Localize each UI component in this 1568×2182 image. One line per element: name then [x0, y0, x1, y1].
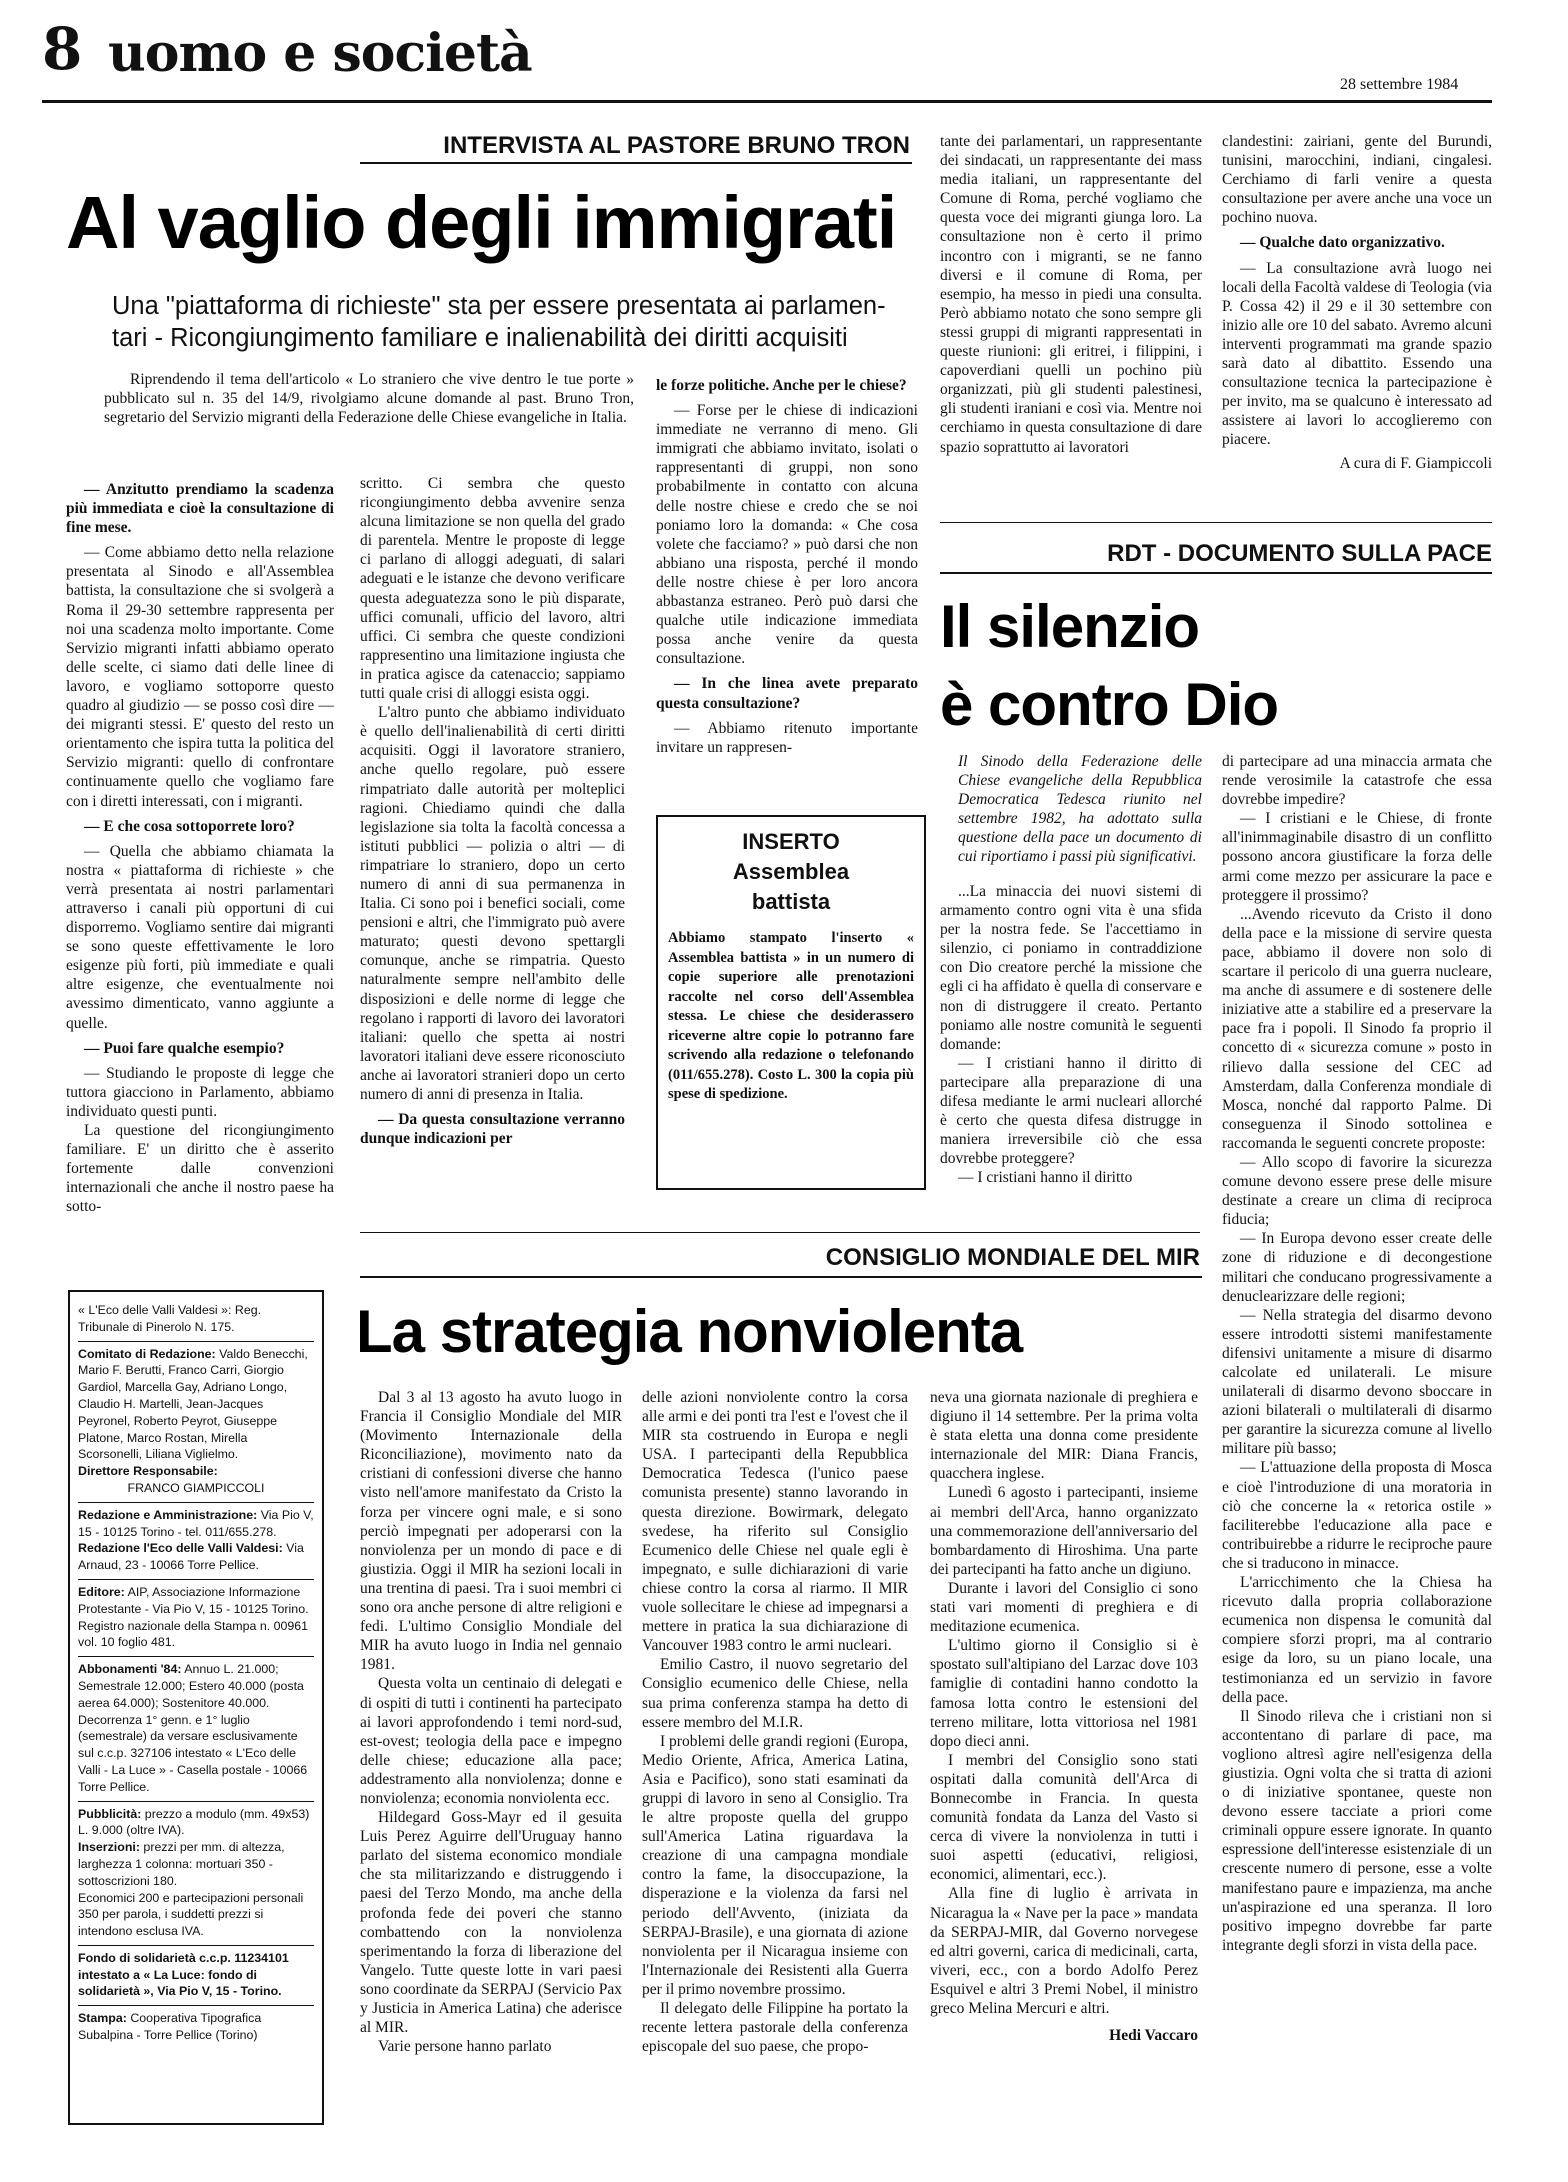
article1-column-2 [360, 474, 625, 1148]
answer: — Abbiamo ritenuto importante invitare un rappresen- [656, 719, 918, 756]
colophon-text: prezzo a modulo (mm. 49x53) L. 9.000 (oltre IVA). [78, 1806, 310, 1838]
paragraph: delle azioni nonviolente contro la corsa alle armi e dei ponti tra l'est e l'ovest che il MIR sta costruendo in Europa e negli USA. I partecipanti della Repubblica Democratica Tedesca (l'unico paese comunista presente) stanno lavorando in questa direzione. Bowirmark, delegato svedese, ha riferito sul Consiglio Ecumenico delle Chiese nel quale egli è impegnato, e sulle dichiarazioni di varie chiese contro la corsa al riarmo. Il MIR vuole sollecitare le chiese ad impegnarsi a mettere in pratica la sua dichiarazione di Vancouver 1983 contro le armi nucleari. [642, 1389, 908, 1655]
paragraph: — Allo scopo di favorire la sicurezza comune devono essere prese delle misure destinate a creare un clima di reciproca fiducia; [1222, 1153, 1492, 1229]
colophon-offices [78, 1503, 314, 1580]
colophon-text: « L'Eco delle Valli Valdesi »: Reg. Tribunale di Pinerolo N. 175. [78, 1303, 262, 1334]
page-date: 28 settembre 1984 [1340, 76, 1459, 93]
byline: A cura di F. Giampiccoli [1339, 454, 1492, 472]
article3-kicker-rule [360, 1276, 1202, 1278]
article2-intro: Il Sinodo della Federazione delle Chiese evangeliche della Repubblica Democratica Tedesca riunito nel settembre 1982, ha adottato sulla questione della pace un documento di cui riportiamo i passi più significativi. [958, 753, 1202, 866]
colophon-label: Stampa: [78, 2011, 127, 2026]
article3-kicker: CONSIGLIO MONDIALE DEL MIR [825, 1244, 1200, 1271]
article2-headline-line1: Il silenzio [940, 593, 1200, 660]
colophon-label: Comitato di Redazione: [78, 1346, 216, 1361]
paragraph: ...La minaccia dei nuovi sistemi di armamento contro ogni vita è una sfida per la nostra fede. Se l'accettiamo in silenzio, ci poniamo in contraddizione con Dio creatore perché la missione che egli ci ha affidato è quella di conservare e non di distruggere il creato. Pertanto poniamo alle nostre comunità le seguenti domande: [940, 883, 1202, 1053]
page-number: 8 [42, 15, 83, 83]
paragraph: L'altro punto che abbiamo individuato è quello dell'inalienabilità di certi diritti acquisiti. Oggi il lavoratore straniero, anche quello regolare, può essere rimpatriato dalle autorità per molteplici ragioni. Chiediamo quindi che dalla legislazione sia tolta la facoltà concessa a istituti pubblici — polizia o altri — di rimpatriare lo straniero, dopo un certo numero di anni di sua permanenza in Italia. Ci sono poi i benefici sociali, come pensioni e altri, che l'immigrato può avere maturato; questi devono spettargli comunque, anche se rimpatria. Questo naturalmente sempre nell'ambito delle disposizioni e delle norme di legge che regolano i rapporti di lavoro dei lavoratori italiani: quello che spetta ai nostri lavoratori italiani deve essere riconosciuto anche ai lavoratori stranieri dopo un certo numero di anni di presenza in Italia. [360, 704, 625, 1103]
article2-kicker-rule [940, 572, 1492, 574]
paragraph: — L'attuazione della proposta di Mosca e cioè l'introduzione di una moratoria in ciò che concerne la « retorica ostile » faciliterebbe l'educazione alla pace e contribuirebbe a ridurre le reciproche paure che si traducono in minacce. [1222, 1459, 1492, 1572]
article1-intro: Riprendendo il tema dell'articolo « Lo straniero che vive dentro le tue porte » pubblicato sul n. 35 del 14/9, rivolgiamo alcune domande al past. Bruno Tron, segretario del Servizio migranti della Federazione delle Chiese evangeliche in Italia. [104, 371, 634, 427]
colophon-text: Via Arnaud, 23 - 10066 Torre Pellice. [78, 1541, 304, 1573]
paragraph: Varie persone hanno parlato [378, 2038, 552, 2056]
colophon-label: Redazione l'Eco delle Valli Valdesi: [78, 1541, 283, 1556]
paragraph: Hildegard Goss-Mayr ed il gesuita Luis Perez Aguirre dell'Uruguay hanno parlato del sistema economico mondiale che sta militarizzando e distruggendo i paesi del Terzo Mondo, ma anche della profonda fede dei poveri che stanno combattendo con la nonviolenza sperimentando la forza di liberazione del Vangelo. Tutte queste lotte in vari paesi sono coordinate da SERPAJ (Servicio Pax y Justicia in America Latina) che aderisce al MIR. [360, 1809, 622, 2037]
paragraph: — I cristiani hanno il diritto [958, 1169, 1133, 1187]
answer: — La consultazione avrà luogo nei locali della Facoltà valdese di Teologia (via P. Cossa 42) il 29 e il 30 settembre con inizio alle ore 10 del sabato. Avremo alcuni interventi programmati ma grande spazio sarà dato al dibattito. Essendo una consultazione tecnica la partecipazione è per invito, ma se qualcuno è interessato ad assistere ai lavori lo accoglieremo con piacere. [1222, 259, 1492, 449]
colophon-text: Annuo L. 21.000; Semestrale 12.000; Estero 40.000 (posta aerea 64.000); Sostenitore 40.000. Decorrenza 1° genn. e 1° luglio (semestrale) da versare esclusivamente sul c.c.p. 327106 intestato « L'Eco delle Valli - La Luce » - Casella postale - 10066 Torre Pellice. [78, 1662, 308, 1794]
paragraph: Il Sinodo rileva che i cristiani non si accontentano di parlare di pace, ma vogliono altresì agire nell'esigenza della giustizia. Ogni volta che si tratta di azioni o di iniziative spontanee, queste non devono essere tacciate a priori come criminali oppure essere ignorate. In quanto espressione dell'interesse esistenziale di un crescente numero di persone, esse a volte manifestano paure e impazienza, ma anche un'aspirazione ed una speranza. Il loro positivo impegno dovrebbe far parte integrante degli sforzi in vista della pace. [1222, 1707, 1492, 1954]
colophon-printer [78, 2006, 314, 2049]
paragraph: neva una giornata nazionale di preghiera e digiuno il 14 settembre. Per la prima volta è stata eletta una donna come presidente internazionale del MIR: Diana Francis, quacchera inglese. [930, 1389, 1198, 1483]
paragraph: I membri del Consiglio sono stati ospitati dalla comunità dell'Arca di Bonnecombe in Francia. In questa comunità fondata da Lanza del Vasto si cerca di vivere la nonviolenza in tutti i suoi aspetti (educativi, religiosi, economici, alimentari, ecc.). [930, 1751, 1198, 1884]
paragraph: Durante i lavori del Consiglio ci sono stati vari momenti di preghiera e di meditazione ecumenica. [930, 1579, 1198, 1636]
colophon-label: Inserzioni: [78, 1840, 140, 1855]
article1-headline: Al vaglio degli immigrati [66, 181, 897, 264]
article3-headline: La strategia nonviolenta [356, 1298, 1023, 1365]
insert-body: Abbiamo stampato l'inserto « Assemblea battista » in un numero di copie superiore alle prenotazioni raccolte nel corso dell'Assemblea stessa. Le chiese che desiderassero riceverne altre copie lo potranno fare scrivendo alla redazione o telefonando (011/655.278). Costo L. 300 la copia più spese di spedizione. [668, 930, 914, 1102]
article1-subhead [112, 290, 932, 354]
paragraph: — Nella strategia del disarmo devono essere introdotti sistemi manifestamente difensivi unitamente a misure di disarmo calcolate ed unilaterali. Le misure unilaterali di disarmo devono sboccare in azioni bilaterali o multilaterali di disarmo per garantire la sicurezza comune al livello militare più basso; [1222, 1306, 1492, 1458]
colophon-text: Economici 200 e partecipazioni personali 350 per parola, i suddetti prezzi si intendono esclusa IVA. [78, 1890, 304, 1939]
colophon-label: Abbonamenti '84: [78, 1662, 182, 1677]
paragraph: tante dei parlamentari, un rappresentante dei sindacati, un rappresentante dei mass media italiani, un rappresentante del Comune di Roma, perché vogliamo che questa voce dei migranti giunga loro. La consultazione non è certo il primo incontro con i migranti, se ne fanno diversi e il comune di Roma, per esempio, ha messo in piedi una consulta. Però abbiamo notato che sono sempre gli stessi gruppi di migranti rappresentati in queste riunioni: gli eritrei, i filippini, i capoverdiani quelli un pochino più organizzati, più gli studenti palestinesi, gli studenti iraniani e così via. Mentre noi cerchiamo in questa consultazione di dare spazio soprattutto ai lavoratori [940, 133, 1202, 456]
answer: La questione del ricongiungimento familiare. E' un diritto che è asserito fortemente dalle convenzioni internazionali che anche il nostro paese ha sotto- [66, 1122, 334, 1216]
question: — Puoi fare qualche esempio? [84, 1039, 285, 1057]
answer: — Studiando le proposte di legge che tuttora giacciono in Parlamento, abbiamo individuato questi punti. [66, 1064, 334, 1120]
colophon-label: Direttore Responsabile: [78, 1464, 218, 1479]
insert-title-line3: battista [751, 889, 831, 914]
question: — Qualche dato organizzativo. [1240, 234, 1445, 252]
colophon-label: Editore: [78, 1584, 125, 1599]
article1-kicker-rule [360, 162, 912, 164]
colophon-text: AIP, Associazione Informazione Protestante - Via Pio V, 15 - 10125 Torino. Registro nazionale della Stampa n. 00961 vol. 10 foglio 481. [78, 1584, 309, 1650]
answer: — Quella che abbiamo chiamata la nostra « piattaforma di richieste » che verrà presentata ai nostri parlamentari attraverso i canali più opportuni di cui disporremo. Vogliamo sentire dai migranti se sono queste effettivamente le loro esigenze più forti, più immediate e quali altre esigenze, che eventualmente noi avessimo dimenticato, vanno aggiunte a quelle. [66, 842, 334, 1032]
question: — Anzitutto prendiamo la scadenza più immediata e cioè la consultazione di fine mese. [66, 481, 334, 537]
article2-column-2 [1222, 752, 1492, 1955]
paragraph: scritto. Ci sembra che questo ricongiungimento debba avvenire senza alcuna limitazione se non quella del grado di parentela. Mentre le proposte di legge ci parlano di alloggi adeguati, di salari adeguati e le istanze che devono verificare questa adeguatezza sono le più disparate, uffici comunali, ufficio del lavoro, altri uffici. Ci sembra che queste condizioni rappresentino una limitazione ingiusta che in pratica agisce da catenaccio; sappiamo tutti quale crisi di alloggi esista oggi. [360, 475, 625, 703]
colophon-text: prezzi per mm. di altezza, larghezza 1 colonna: mortuari 350 - sottoscrizioni 180. [78, 1840, 285, 1888]
byline: Hedi Vaccaro [1109, 2027, 1198, 2045]
article3-column-2 [642, 1388, 908, 2056]
article2-kicker: RDT - DOCUMENTO SULLA PACE [1107, 540, 1492, 567]
colophon-registration [78, 1298, 314, 1342]
article1-column-5 [1222, 132, 1492, 473]
article2-column-1 [940, 882, 1202, 1188]
paragraph: clandestini: zairiani, gente del Burundi, tunisini, marocchini, indiani, cingalesi. Cerchiamo di farli venire a questa consultazione per avere anche una voce un pochino nuova. [1222, 133, 1492, 227]
colophon-editorial-board [78, 1342, 314, 1503]
colophon-text: Cooperativa Tipografica Subalpina - Torre Pellice (Torino) [78, 2011, 262, 2043]
colophon-solidarity-fund [78, 1946, 314, 2006]
colophon-text: Via Pio V, 15 - 10125 Torino - tel. 011/655.278. [78, 1507, 314, 1539]
colophon-director: FRANCO GIAMPICCOLI [127, 1480, 265, 1495]
article3-column-3 [930, 1388, 1198, 2045]
insert-box [656, 815, 926, 1190]
paragraph: L'arricchimento che la Chiesa ha ricevuto dalla propria collaborazione ecumenica non dispensa le comunità dal compiere sforzi propri, ma al contrario esige da loro, su un piano locale, una testimonianza ed un servizio in favore della pace. [1222, 1574, 1492, 1706]
paragraph: I problemi delle grandi regioni (Europa, Medio Oriente, Africa, America Latina, Asia e Pacifico), sono stati esaminati da gruppi di lavoro in seno al Consiglio. Tra le altre proposte quella del gruppo sull'America Latina riguardava la creazione di una campagna mondiale contro la fame, la disoccupazione, la disperazione e la violenza da farsi nel periodo dell'Avvento, (iniziata da SERPAJ-Brasile), e una giornata di azione nonviolenta per il Nicaragua insieme con l'Internazionale dei Resistenti alla Guerra per il primo novembre prossimo. [642, 1732, 908, 1998]
paragraph: — I cristiani e le Chiese, di fronte all'inimmaginabile disastro di un conflitto possono ancora giustificare la forza delle armi come mezzo per assicurare la pace e proteggere il prossimo? [1222, 810, 1492, 904]
article1-subhead-line2: tari - Ricongiungimento familiare e inalienabilità dei diritti acquisiti [112, 324, 848, 352]
paragraph: Questa volta un centinaio di delegati e di ospiti di tutti i continenti ha partecipato ai lavori approfondendo i temi nord-sud, est-ovest; teologia della pace e impegno delle chiese; educazione alla pace; addestramento alla nonviolenza; donne e nonviolenza; economia nonviolenta ecc. [360, 1675, 622, 1807]
article1-subhead-line1: Una "piattaforma di richieste" sta per essere presentata ai parlamen- [112, 292, 886, 320]
paragraph: di partecipare ad una minaccia armata che rende verosimile la catastrofe che essa dovrebbe impedire? [1222, 753, 1492, 809]
paragraph: Emilio Castro, il nuovo segretario del Consiglio ecumenico delle Chiese, nella sua prima conferenza stampa ha detto di essere membro del M.I.R. [642, 1656, 908, 1731]
insert-title-line1: INSERTO [742, 829, 840, 854]
article2-headline [940, 588, 1492, 744]
question: le forze politiche. Anche per le chiese? [656, 377, 907, 394]
article1-column-3 [656, 376, 918, 757]
colophon-text: Valdo Benecchi, Mario F. Berutti, Franco Carri, Giorgio Gardiol, Marcella Gay, Adriano Longo, Claudio H. Martelli, Jean-Jacques Peyronel, Roberto Peyrot, Giuseppe Platone, Marco Rostan, Mirella Scorsonelli, Liliana Viglielmo. [78, 1346, 308, 1462]
question: — In che linea avete preparato questa consultazione? [656, 675, 918, 712]
section-title: uomo e società [108, 23, 532, 84]
paragraph: Lunedì 6 agosto i partecipanti, insieme ai membri dell'Arca, hanno organizzato una commemorazione dell'anniversario del bombardamento di Hiroshima. Una parte dei partecipanti ha fatto anche un digiuno. [930, 1484, 1198, 1578]
question: — Da questa consultazione verranno dunque indicazioni per [360, 1111, 625, 1148]
article2-headline-line2: è contro Dio [940, 671, 1279, 738]
paragraph: — In Europa devono esser create delle zone di riduzione e di decongestione militari che conducano progressivamente a denuclearizzare delle regioni; [1222, 1230, 1492, 1305]
article3-column-1 [360, 1388, 622, 2056]
paragraph: L'ultimo giorno il Consiglio si è spostato sull'altipiano del Larzac dove 103 famiglie di contadini hanno condotto la famosa lotta contro le estensioni del terreno militare, lotta vittoriosa nel 1981 dopo dieci anni. [930, 1637, 1198, 1750]
colophon-text: Fondo di solidarietà c.c.p. 11234101 intestato a « La Luce: fondo di solidarietà », Via Pio V, 15 - Torino. [78, 1950, 289, 1999]
article-divider [940, 522, 1492, 523]
colophon-advertising [78, 1802, 314, 1946]
colophon-subscriptions [78, 1657, 314, 1801]
colophon-label: Redazione e Amministrazione: [78, 1507, 258, 1522]
paragraph: Alla fine di luglio è arrivata in Nicaragua la « Nave per la pace » mandata da SERPAJ-MIR, dal Governo norvegese ed altri governi, carica di medicinali, carta, viveri, ecc., con a bordo Adolfo Perez Esquivel e altri 3 Premi Nobel, il ministro greco Melina Mercuri e altri. [930, 1885, 1198, 2017]
paragraph: ...Avendo ricevuto da Cristo il dono della pace e la missione di servire questa pace, abbiamo il dovere non solo di scartare il pericolo di una guerra nucleare, ma anche di assumere e di sostenere delle iniziative atte a stabilire ed a preservare la pace fra i popoli. Il Sinodo fa proprio il concetto di « sicurezza comune » posto in rilievo dalla sessione del CEC ad Amsterdam, dalla Conferenza mondiale di Mosca, nonché dal rapporto Palme. Di conseguenza il Sinodo sottolinea e raccomanda le seguenti concrete proposte: [1222, 905, 1492, 1152]
insert-title-line2: Assemblea [732, 859, 850, 884]
answer: — Forse per le chiese di indicazioni immediate ne verranno di meno. Gli immigrati che abbiamo invitato, isolati o rappresentanti di gruppi, non sono probabilmente in contatto con alcuna delle nostre chiese e credo che se noi poniamo loro la domanda: « Che cosa volete che facciamo? » può darsi che non abbiano una risposta, perché il mondo delle nostre chiese è per loro ancora abbastanza estraneo. Però può darsi che qualche utile indicazione immediata possa anche venire da questa consultazione. [656, 402, 918, 668]
colophon-publisher [78, 1580, 314, 1657]
question: — E che cosa sottoporrete loro? [84, 817, 295, 835]
article1-column-4 [940, 132, 1202, 457]
article1-kicker: INTERVISTA AL PASTORE BRUNO TRON [443, 132, 910, 159]
colophon-box [68, 1290, 324, 2125]
paragraph: — I cristiani hanno il diritto di partecipare alla preparazione di una difesa mediante le armi nucleari allorché è certo che questa difesa distrugge in maniera irreversibile ciò che essa dovrebbe proteggere? [940, 1054, 1202, 1168]
answer: — Come abbiamo detto nella relazione presentata al Sinodo e all'Assemblea battista, la consultazione che si svolgerà a Roma il 29-30 settembre rappresenta per noi una scadenza molto importante. Come Servizio migranti infatti abbiamo operato delle scelte, ci siamo dati delle linee di lavoro, e vogliamo sottoporre questo quadro al giudizio — se posso così dire — dei migranti stessi. E' questo del resto un orientamento che ispira tutta la politica del Servizio migranti: quello di confrontare continuamente quello che vogliamo fare con i diretti interessati, con i migranti. [66, 544, 334, 810]
colophon-label: Pubblicità: [78, 1806, 142, 1821]
paragraph: Il delegato delle Filippine ha portato la recente lettera pastorale della conferenza episcopale del suo paese, che propo- [642, 2000, 908, 2056]
article-divider [360, 1232, 1200, 1233]
paragraph: Dal 3 al 13 agosto ha avuto luogo in Francia il Consiglio Mondiale del MIR (Movimento Internazionale della Riconciliazione), movimento nato da cristiani di confessioni diverse che hanno visto nell'amore manifestato da Cristo la forza per vincere ogni male, e si sono perciò impegnati per adoperarsi con la nonviolenza per un mondo di pace e di giustizia. Oggi il MIR ha sezioni locali in una trentina di paesi. Tra i suoi membri ci sono ora anche persone di altre religioni e fedi. L'ultimo Consiglio Mondiale del MIR ha avuto luogo in India nel gennaio 1981. [360, 1389, 622, 1674]
article1-column-1 [66, 474, 334, 1216]
masthead-rule [42, 100, 1492, 103]
